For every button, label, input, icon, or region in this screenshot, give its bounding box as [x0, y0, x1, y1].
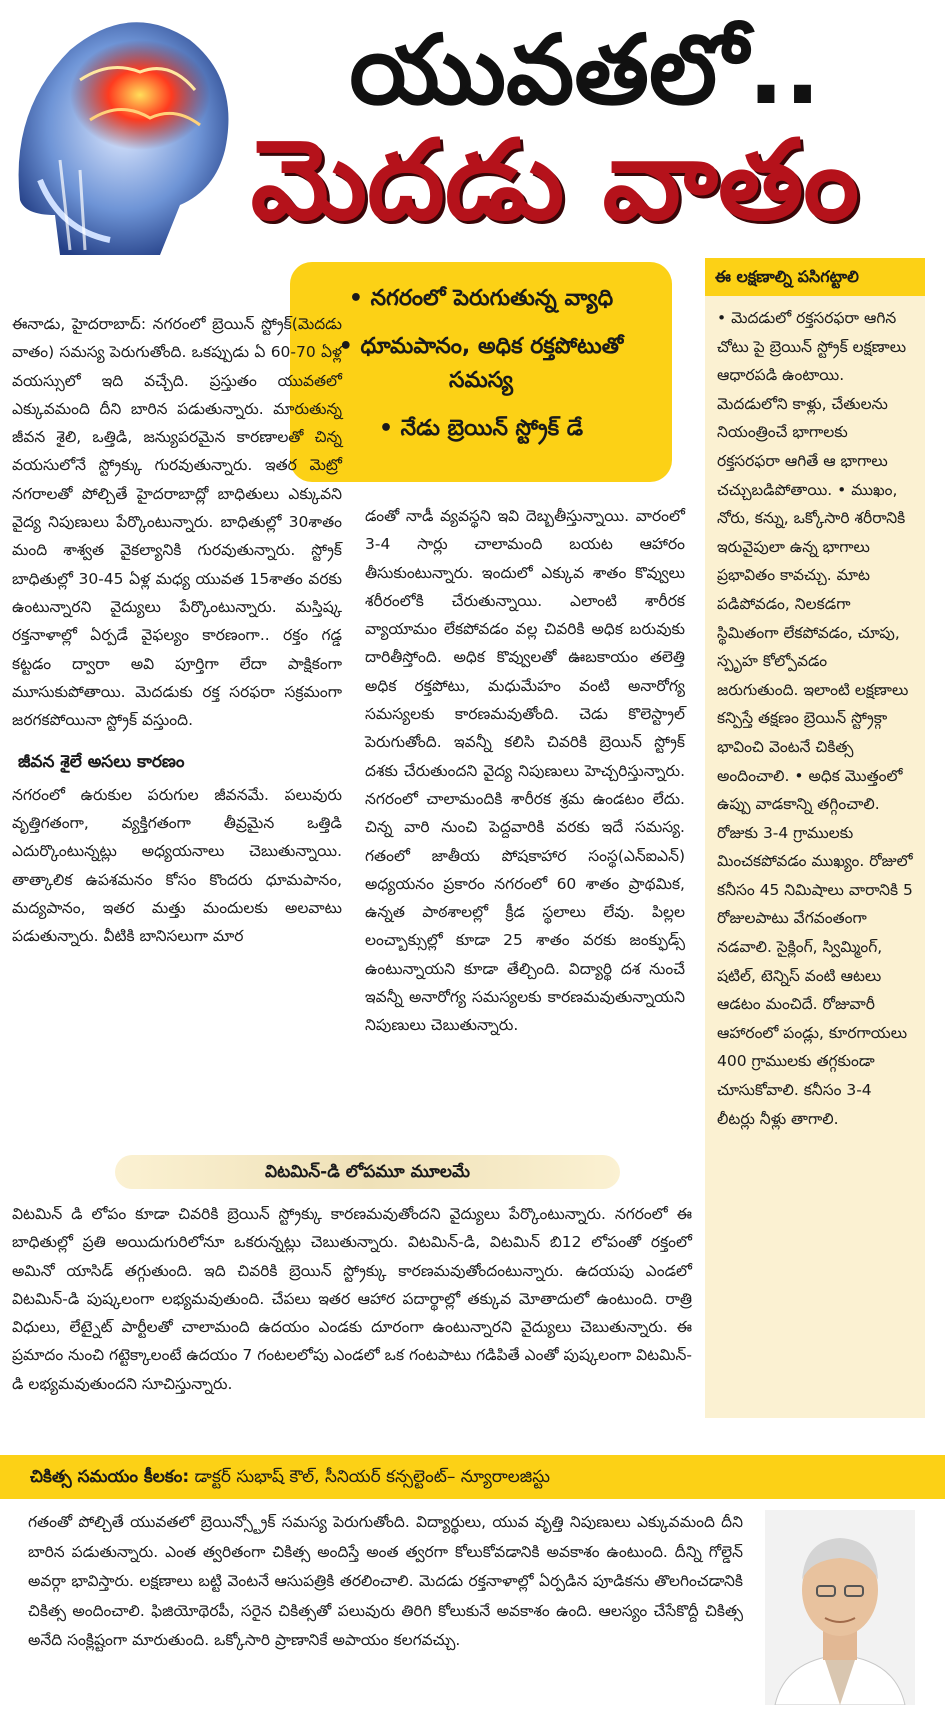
sidebar-body	[705, 296, 925, 1141]
doctor-quote-text: గతంతో పోల్చితే యువతలో బ్రెయిన్స్ట్రోక్ సమస్య పెరుగుతోంది. విద్యార్థులు, యువ వృత్తి నిపుణులు ఎక్కువమంది దీని బారిన పడుతున్నారు. ఎంత త్వరితంగా చికిత్స అందిస్తే అంత త్వరగా కోలుకోవడానికి అవకాశం ఉంటుంది. దీన్ని గోల్డెన్ అవర్గా భావిస్తారు. లక్షణాలు బట్టి వెంటనే ఆసుపత్రికి తరలించాలి. మెదడు రక్తనాళాల్లో ఏర్పడిన పూడికను తొలగించడానికి చికిత్స అందించాలి. ఫిజియోథెరపీ, సరైన చికిత్సతో పలువురు తిరిగి కోలుకునే అవకాశం ఉంది. ఆలస్యం చేసేకొద్దీ చికిత్స అనేది సంక్లిష్టంగా మారుతుంది. ఒక్కోసారి ప్రాణానికే అపాయం కలగవచ్చు.	[28, 1513, 743, 1650]
highlight-box	[290, 262, 672, 482]
vitamin-d-section	[12, 1200, 692, 1398]
article-paragraph: డంతో నాడీ వ్యవస్థని ఇవి దెబ్బతీస్తున్నాయి. వారంలో 3-4 సార్లు చాలామంది బయట ఆహారం తీసుకుంటున్నారు. ఇందులో ఎక్కువ శాతం కొవ్వులు శరీరంలోకి చేరుతున్నాయి. ఎలాంటి శారీరక వ్యాయామం లేకపోవడం వల్ల చివరికి అధిక బరువుకు దారితీస్తోంది. అధిక కొవ్వులతో ఊబకాయం తలెత్తి అధిక రక్తపోటు, మధుమేహం వంటి అనారోగ్య సమస్యలకు కారణమవుతోంది. చెడు కొలెస్ట్రాల్ పెరుగుతోంది. ఇవన్నీ కలిసి చివరికి బ్రెయిన్ స్ట్రోక్ దశకు చేరుతుందని వైద్య నిపుణులు హెచ్చరిస్తున్నారు. నగరంలో చాలామందికి శారీరక శ్రమ ఉండటం లేదు. చిన్న వారి నుంచి పెద్దవారికి వరకు ఇదే సమస్య. గతంలో జాతీయ పోషకాహార సంస్థ(ఎన్ఐఎన్) అధ్యయనం ప్రకారం నగరంలో 60 శాతం ప్రాథమిక, ఉన్నత పాఠశాలల్లో క్రీడ స్థలాలు లేవు. పిల్లల లంచ్బాక్సుల్లో కూడా 25 శాతం వరకు జంక్ఫుడ్స్ ఉంటున్నాయని కూడా తేల్చింది. విద్యార్థి దశ నుంచే ఇవన్నీ అనారోగ్య సమస్యలకు కారణమవుతున్నాయని నిపుణులు చెబుతున్నారు.	[365, 507, 685, 1035]
highlight-item: • ధూమపానం, అధిక రక్తపోటుతో సమస్య	[338, 334, 624, 393]
sidebar-text: • మెదడులో రక్తసరఫరా ఆగిన చోటు పై బ్రెయిన్ స్ట్రోక్ లక్షణాలు ఆధారపడి ఉంటాయి. మెదడులోని కాళ్లు, చేతులను నియంత్రించే భాగాలకు రక్తసరఫరా ఆగితే ఆ భాగాలు చచ్చుబడిపోతాయి. • ముఖం, నోరు, కన్ను, ఒక్కోసారి శరీరానికి ఇరువైపులా ఉన్న భాగాలు ప్రభావితం కావచ్చు. మాట పడిపోవడం, నిలకడగా స్థిమితంగా లేకపోవడం, చూపు, స్పృహ కోల్పోవడం జరుగుతుంది. ఇలాంటి లక్షణాలు కన్పిస్తే తక్షణం బ్రెయిన్ స్ట్రోక్గా భావించి వెంటనే చికిత్స అందించాలి. • అధిక మొత్తంలో ఉప్పు వాడకాన్ని తగ్గించాలి. రోజుకు 3-4 గ్రాములకు మించకపోవడం ముఖ్యం. రోజులో కనీసం 45 నిమిషాలు వారానికి 5 రోజులపాటు వేగవంతంగా నడవాలి. సైక్లింగ్, స్విమ్మింగ్, షటిల్, టెన్నిస్ వంటి ఆటలు ఆడటం మంచిదే. రోజువారీ ఆహారంలో పండ్లు, కూరగాయలు 400 గ్రాములకు తగ్గకుండా చూసుకోవాలి. కనీసం 3-4 లీటర్లు నీళ్లు తాగాలి.	[717, 309, 913, 1128]
article-column-1	[12, 310, 342, 951]
doctor-name: డాక్టర్ సుభాష్ కౌల్, సీనియర్ కన్సల్టెంట్– న్యూరాలజిస్టు	[189, 1467, 551, 1487]
article-intro: ఈనాడు, హైదరాబాద్: నగరంలో బ్రెయిన్ స్ట్రోక్(మెదడు వాతం) సమస్య పెరుగుతోంది. ఒకప్పుడు ఏ 60-70 ఏళ్ల వయస్సులో ఇది వచ్చేది. ప్రస్తుతం యువతలో ఎక్కువమంది దీని బారిన పడుతున్నారు. మారుతున్న జీవన శైలి, ఒత్తిడి, జన్యుపరమైన కారణాలతో చిన్న వయసులోనే స్ట్రోక్కు గురవుతున్నారు. ఇతర మెట్రో నగరాలతో పోల్చితే హైదరాబాద్లో బాధితులు ఎక్కువని వైద్య నిపుణులు పేర్కొంటున్నారు. బాధితుల్లో 30శాతం మంది శాశ్వత వైకల్యానికి గురవుతున్నారు. స్ట్రోక్ బాధితుల్లో 30-45 ఏళ్ల మధ్య యువత 15శాతం వరకు ఉంటున్నారని వైద్యులు పేర్కొంటున్నారు. మస్తిష్క రక్తనాళాల్లో ఏర్పడే వైఫల్యం కారణంగా.. రక్తం గడ్డ కట్టడం ద్వారా అవి పూర్తిగా లేదా పాక్షికంగా మూసుకుపోతాయి. మెదడుకు రక్త సరఫరా సక్రమంగా జరగకపోయినా స్ట్రోక్ వస్తుంది.	[12, 315, 342, 730]
doctor-photo	[765, 1510, 915, 1705]
article-column-2	[365, 502, 685, 1040]
doctor-quote-title: చికిత్స సమయం కీలకం:	[30, 1467, 190, 1487]
highlight-item: • నగరంలో పెరుగుతున్న వ్యాధి	[348, 286, 614, 311]
sidebar-title: ఈ లక్షణాల్ని పసిగట్టాలి	[705, 258, 925, 296]
headline-line-2: మెదడు వాతం	[250, 116, 860, 244]
article-paragraph: నగరంలో ఉరుకుల పరుగుల జీవనమే. పలువురు వృత్తిగతంగా, వ్యక్తిగతంగా తీవ్రమైన ఒత్తిడి ఎదుర్కొంటున్నట్లు అధ్యయనాలు చెబుతున్నాయి. తాత్కాలిక ఉపశమనం కోసం కొందరు ధూమపానం, మద్యపానం, ఇతర మత్తు మందులకు అలవాటు పడుతున్నారు. వీటికి బానిసలుగా మార	[12, 785, 342, 946]
article-paragraph: విటమిన్ డి లోపం కూడా చివరికి బ్రెయిన్ స్ట్రోక్కు కారణమవుతోందని వైద్యులు పేర్కొంటున్నారు. నగరంలో ఈ బాధితుల్లో ప్రతి అయిదుగురిలోనూ ఒకరున్నట్లు చెబుతున్నారు. విటమిన్-డి, విటమిన్ బి12 లోపంతో రక్తంలో అమినో యాసిడ్ తగ్గుతుంది. ఇది చివరికి బ్రెయిన్ స్ట్రోక్కు కారణమవుతోందంటున్నారు. ఉదయపు ఎండలో విటమిన్-డి పుష్కలంగా లభ్యమవుతుంది. చేపలు ఇతర ఆహార పదార్థాల్లో తక్కువ మోతాదులో ఉంటుంది. రాత్రి విధులు, లేట్నైట్ పార్టీలతో చాలామంది ఉదయం ఎండకు దూరంగా ఉంటున్నారని వైద్యులు చెబుతున్నారు. ఈ ప్రమాదం నుంచి గట్టెక్కాలంటే ఉదయం 7 గంటలలోపు ఎండలో ఒక గంటపాటు గడిపితే ఎంతో పుష్కలంగా విటమిన్-డి లభ్యమవుతుందని సూచిస్తున్నారు.	[12, 1205, 692, 1393]
vitamin-d-subhead: విటమిన్-డి లోపమూ మూలమే	[115, 1155, 620, 1189]
doctor-quote-header	[0, 1455, 945, 1499]
headline-line-1: యువతలో..	[349, 14, 821, 126]
highlight-item: • నేడు బ్రెయిన్ స్ట్రోక్ డే	[378, 416, 584, 441]
section-subhead: జీవన శైలే అసలు కారణం	[18, 752, 185, 773]
doctor-quote-body	[28, 1508, 743, 1656]
symptoms-sidebar	[705, 258, 925, 1418]
